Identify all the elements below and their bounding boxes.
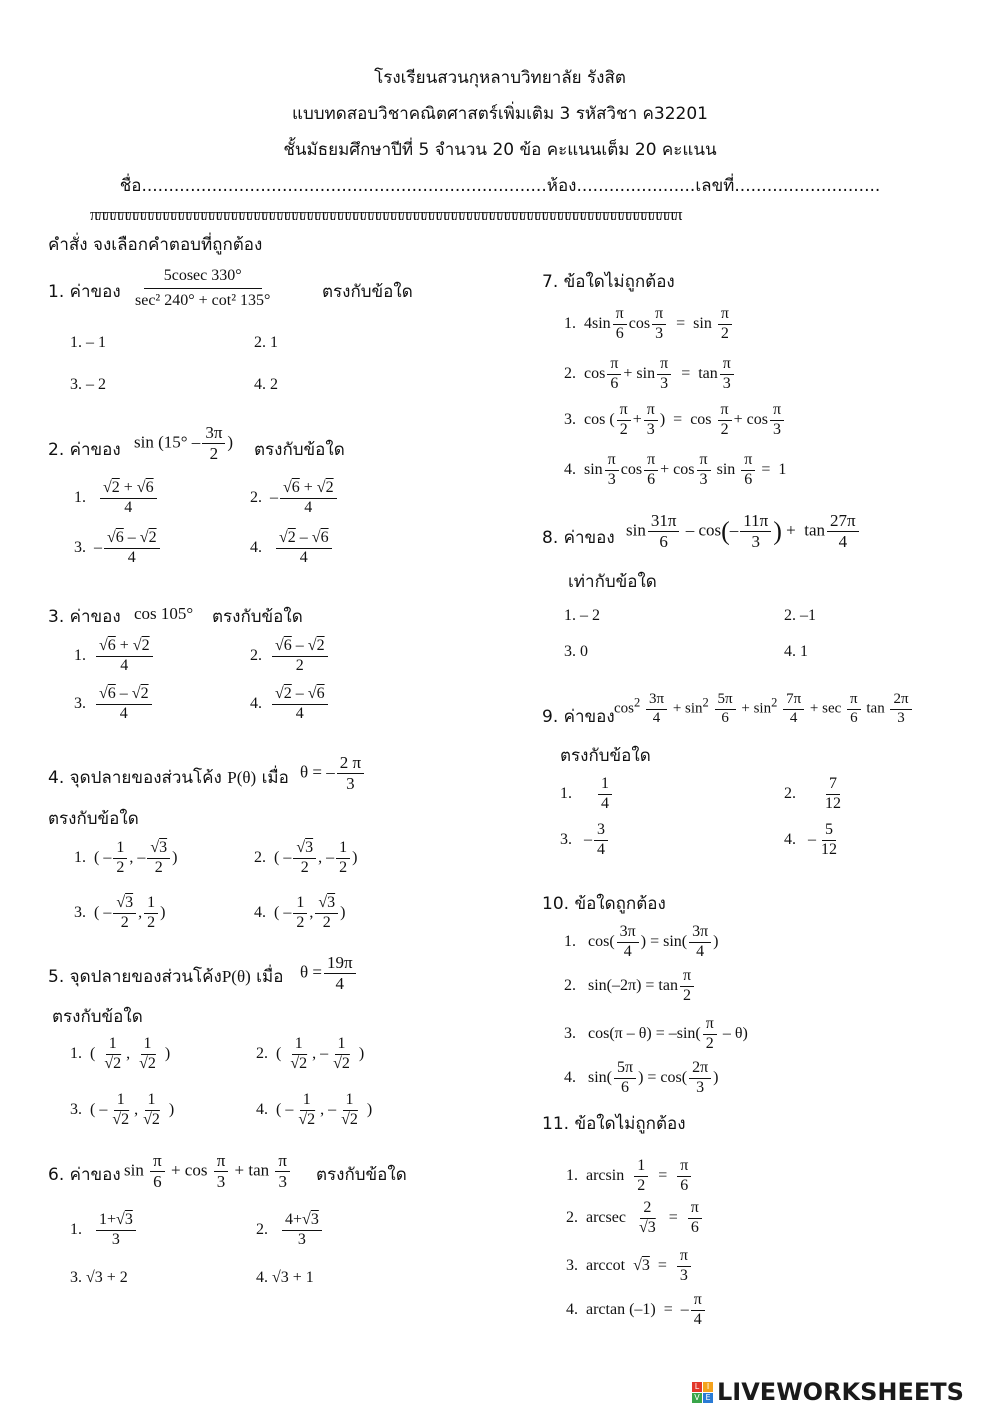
school-name: โรงเรียนสวนกุหลาบวิทยาลัย รังสิต	[374, 68, 626, 88]
exam-title: แบบทดสอบวิชาคณิตศาสตร์เพิ่มเติม 3 รหัสวิชา ค32201	[292, 104, 708, 124]
exam-level: ชั้นมัธยมศึกษาปีที่ 5 จำนวน 20 ข้อ คะแนนเต็ม 20 คะแนน	[283, 140, 717, 160]
q10-option-3[interactable]: 3. cos(π – θ) = –sin( $\frac{\pi}{2}$ – θ)	[564, 1015, 748, 1052]
q8-option-3[interactable]: 3. 0	[564, 643, 588, 660]
q4-option-1[interactable]: 1. ( – $\frac{1}{2}$ , – $\frac{√3}{2}$ )	[74, 839, 178, 876]
q8-option-2[interactable]: 2. –1	[784, 607, 816, 624]
student-info-line: ชื่อ...........................................................................ห้อง......................เลขที่...........................	[119, 176, 881, 196]
q9-option-1[interactable]: 1. $\frac{1}{4}$	[560, 776, 614, 813]
q11-option-2[interactable]: 2. arcsec $\frac{2}{√3}$ = $\frac{\pi}{6}$	[566, 1200, 704, 1237]
q3-option-1[interactable]: 1. $\frac{√6 + √2}{4}$	[74, 638, 155, 675]
question-1: 1. ค่าของ	[48, 282, 121, 302]
q5-option-1[interactable]: 1. ( $\frac{1}{√2}$ , $\frac{1}{√2}$ )	[70, 1035, 171, 1072]
q7-option-4[interactable]: 4. sin $\frac{\pi}{3}$ cos $\frac{\pi}{6}$ + cos $\frac{\pi}{3}$ sin $\frac{\pi}{6}$ = 1	[564, 451, 787, 488]
q2-option-2[interactable]: 2. – $\frac{√6 + √2}{4}$	[250, 480, 339, 517]
question-3: 3. ค่าของ	[48, 607, 121, 627]
logo-badge-icon	[692, 1382, 713, 1403]
badge-l: L	[692, 1382, 702, 1392]
q10-option-1[interactable]: 1. cos( $\frac{3\pi}{4}$ ) = sin( $\frac{3\pi}{4}$ )	[564, 923, 719, 960]
q6-option-3[interactable]: 3. √3 + 2	[70, 1269, 128, 1286]
q5-option-2[interactable]: 2. ( $\frac{1}{√2}$ , – $\frac{1}{√2}$ )	[256, 1035, 365, 1072]
q11-option-3[interactable]: 3. arccot √3 = $\frac{\pi}{3}$	[566, 1248, 693, 1285]
q5-theta: θ = $\frac{19\pi}{4}$	[300, 954, 358, 993]
badge-i: I	[703, 1382, 713, 1392]
q1-fraction: $\frac{5cosec 330^\circ}{\text{sec² 240° + cot² 135°}}$	[135, 267, 271, 309]
q9-expression: $\cos^2$ $\frac{3\pi}{4}$ + $\sin^2$ $\frac{5\pi}{6}$ + $\sin^2$ $\frac{7\pi}{4}$ + sec $\frac{\pi}{6}$ tan $\frac{2\pi}{3}$	[614, 692, 914, 727]
q6-option-1[interactable]: 1. $\frac{1+√3}{3}$	[70, 1212, 138, 1249]
q7-option-1[interactable]: 1. 4sin $\frac{\pi}{6}$ cos $\frac{\pi}{3}$ = sin $\frac{\pi}{2}$	[564, 306, 734, 343]
q9-option-2[interactable]: 2. $\frac{7}{12}$	[784, 775, 841, 812]
q6-expression: sin $\frac{\pi}{6}$ + cos $\frac{\pi}{3}$ + tan $\frac{\pi}{3}$	[124, 1152, 292, 1191]
q1-option-3[interactable]: 3. – 2	[70, 376, 106, 393]
q4-theta: θ = – $\frac{2 \pi}{3}$	[300, 754, 366, 793]
q2-expression: sin (15° – $\frac{3\pi}{2}$ )	[134, 423, 234, 463]
q4-suffix: ตรงกับข้อใด	[48, 809, 139, 829]
q8-option-4[interactable]: 4. 1	[784, 643, 808, 660]
question-7: 7. ข้อใดไม่ถูกต้อง	[542, 272, 675, 292]
q6-suffix: ตรงกับข้อใด	[316, 1165, 407, 1185]
q3-suffix: ตรงกับข้อใด	[212, 607, 303, 627]
q10-option-4[interactable]: 4. sin( $\frac{5\pi}{6}$ ) = cos( $\frac{2\pi}{3}$ )	[564, 1059, 719, 1096]
q1-suffix: ตรงกับข้อใด	[322, 282, 413, 302]
badge-e: E	[703, 1393, 713, 1403]
q2-option-1[interactable]: 1. $\frac{√2 + √6}{4}$	[74, 480, 159, 517]
question-9: 9. ค่าของ	[542, 707, 615, 727]
question-5: 5. จุดปลายของส่วนโค้งP(θ) เมื่อ	[48, 967, 284, 987]
q10-option-2[interactable]: 2. sin(–2π) = tan $\frac{\pi}{2}$	[564, 968, 696, 1005]
q3-option-2[interactable]: 2. $\frac{√6 - √2}{2}$	[250, 638, 330, 675]
q11-option-4[interactable]: 4. arctan (–1) = – $\frac{\pi}{4}$	[566, 1292, 707, 1329]
q8-option-1[interactable]: 1. – 2	[564, 607, 600, 624]
q5-option-4[interactable]: 4. ( – $\frac{1}{√2}$ , – $\frac{1}{√2}$ )	[256, 1091, 373, 1128]
q4-option-3[interactable]: 3. ( – $\frac{√3}{2}$ , $\frac{1}{2}$ )	[74, 894, 166, 931]
q7-option-3[interactable]: 3. cos ( $\frac{\pi}{2}$ + $\frac{\pi}{3}$ ) = cos $\frac{\pi}{2}$ + cos $\frac{\pi}{3}$	[564, 402, 786, 439]
q3-option-3[interactable]: 3. $\frac{√6 - √2}{4}$	[74, 686, 154, 723]
q11-option-1[interactable]: 1. arcsin $\frac{1}{2}$ = $\frac{\pi}{6}$	[566, 1158, 693, 1195]
q5-option-3[interactable]: 3. ( – $\frac{1}{√2}$ , $\frac{1}{√2}$ )	[70, 1091, 175, 1128]
q1-option-1[interactable]: 1. – 1	[70, 334, 106, 351]
q9-option-3[interactable]: 3. – $\frac{3}{4}$	[560, 822, 610, 859]
question-10: 10. ข้อใดถูกต้อง	[542, 894, 666, 914]
liveworksheets-logo[interactable]	[692, 1378, 964, 1406]
q7-option-2[interactable]: 2. cos $\frac{\pi}{6}$ + sin $\frac{\pi}{3}$ = tan $\frac{\pi}{3}$	[564, 356, 736, 393]
instruction: คำสั่ง จงเลือกคำตอบที่ถูกต้อง	[48, 235, 263, 255]
divider: ππππππππππππππππππππππππππππππππππππππππππππππππππππππππππππππππππππππππππππππ	[90, 205, 682, 224]
q6-option-2[interactable]: 2. $\frac{4+√3}{3}$	[256, 1212, 324, 1249]
q2-option-3[interactable]: 3. – $\frac{√6 - √2}{4}$	[74, 530, 162, 567]
q8-expression: sin $\frac{31\pi}{6}$ – cos(– $\frac{11\pi}{3}$ ) + tan $\frac{27\pi}{4}$	[626, 512, 861, 551]
question-6: 6. ค่าของ	[48, 1165, 121, 1185]
q8-suffix: เท่ากับข้อใด	[568, 572, 657, 592]
q1-option-4[interactable]: 4. 2	[254, 376, 278, 393]
q2-suffix: ตรงกับข้อใด	[254, 440, 345, 460]
q3-expression: cos 105°	[134, 604, 194, 623]
badge-v: V	[692, 1393, 702, 1403]
brand-name: LIVEWORKSHEETS	[717, 1378, 964, 1406]
q9-suffix: ตรงกับข้อใด	[560, 746, 651, 766]
question-2: 2. ค่าของ	[48, 440, 121, 460]
q9-option-4[interactable]: 4. – $\frac{5}{12}$	[784, 821, 837, 858]
question-4: 4. จุดปลายของส่วนโค้ง P(θ) เมื่อ	[48, 768, 289, 788]
question-11: 11. ข้อใดไม่ถูกต้อง	[542, 1114, 686, 1134]
q2-option-4[interactable]: 4. $\frac{√2 - √6}{4}$	[250, 530, 334, 567]
q4-option-2[interactable]: 2. ( – $\frac{√3}{2}$ , – $\frac{1}{2}$ )	[254, 839, 358, 876]
question-8: 8. ค่าของ	[542, 528, 615, 548]
q1-option-2[interactable]: 2. 1	[254, 334, 278, 351]
q3-option-4[interactable]: 4. $\frac{√2 - √6}{4}$	[250, 686, 330, 723]
q5-suffix: ตรงกับข้อใด	[52, 1007, 143, 1027]
q4-option-4[interactable]: 4. ( – $\frac{1}{2}$ , $\frac{√3}{2}$ )	[254, 894, 346, 931]
q6-option-4[interactable]: 4. √3 + 1	[256, 1269, 314, 1286]
